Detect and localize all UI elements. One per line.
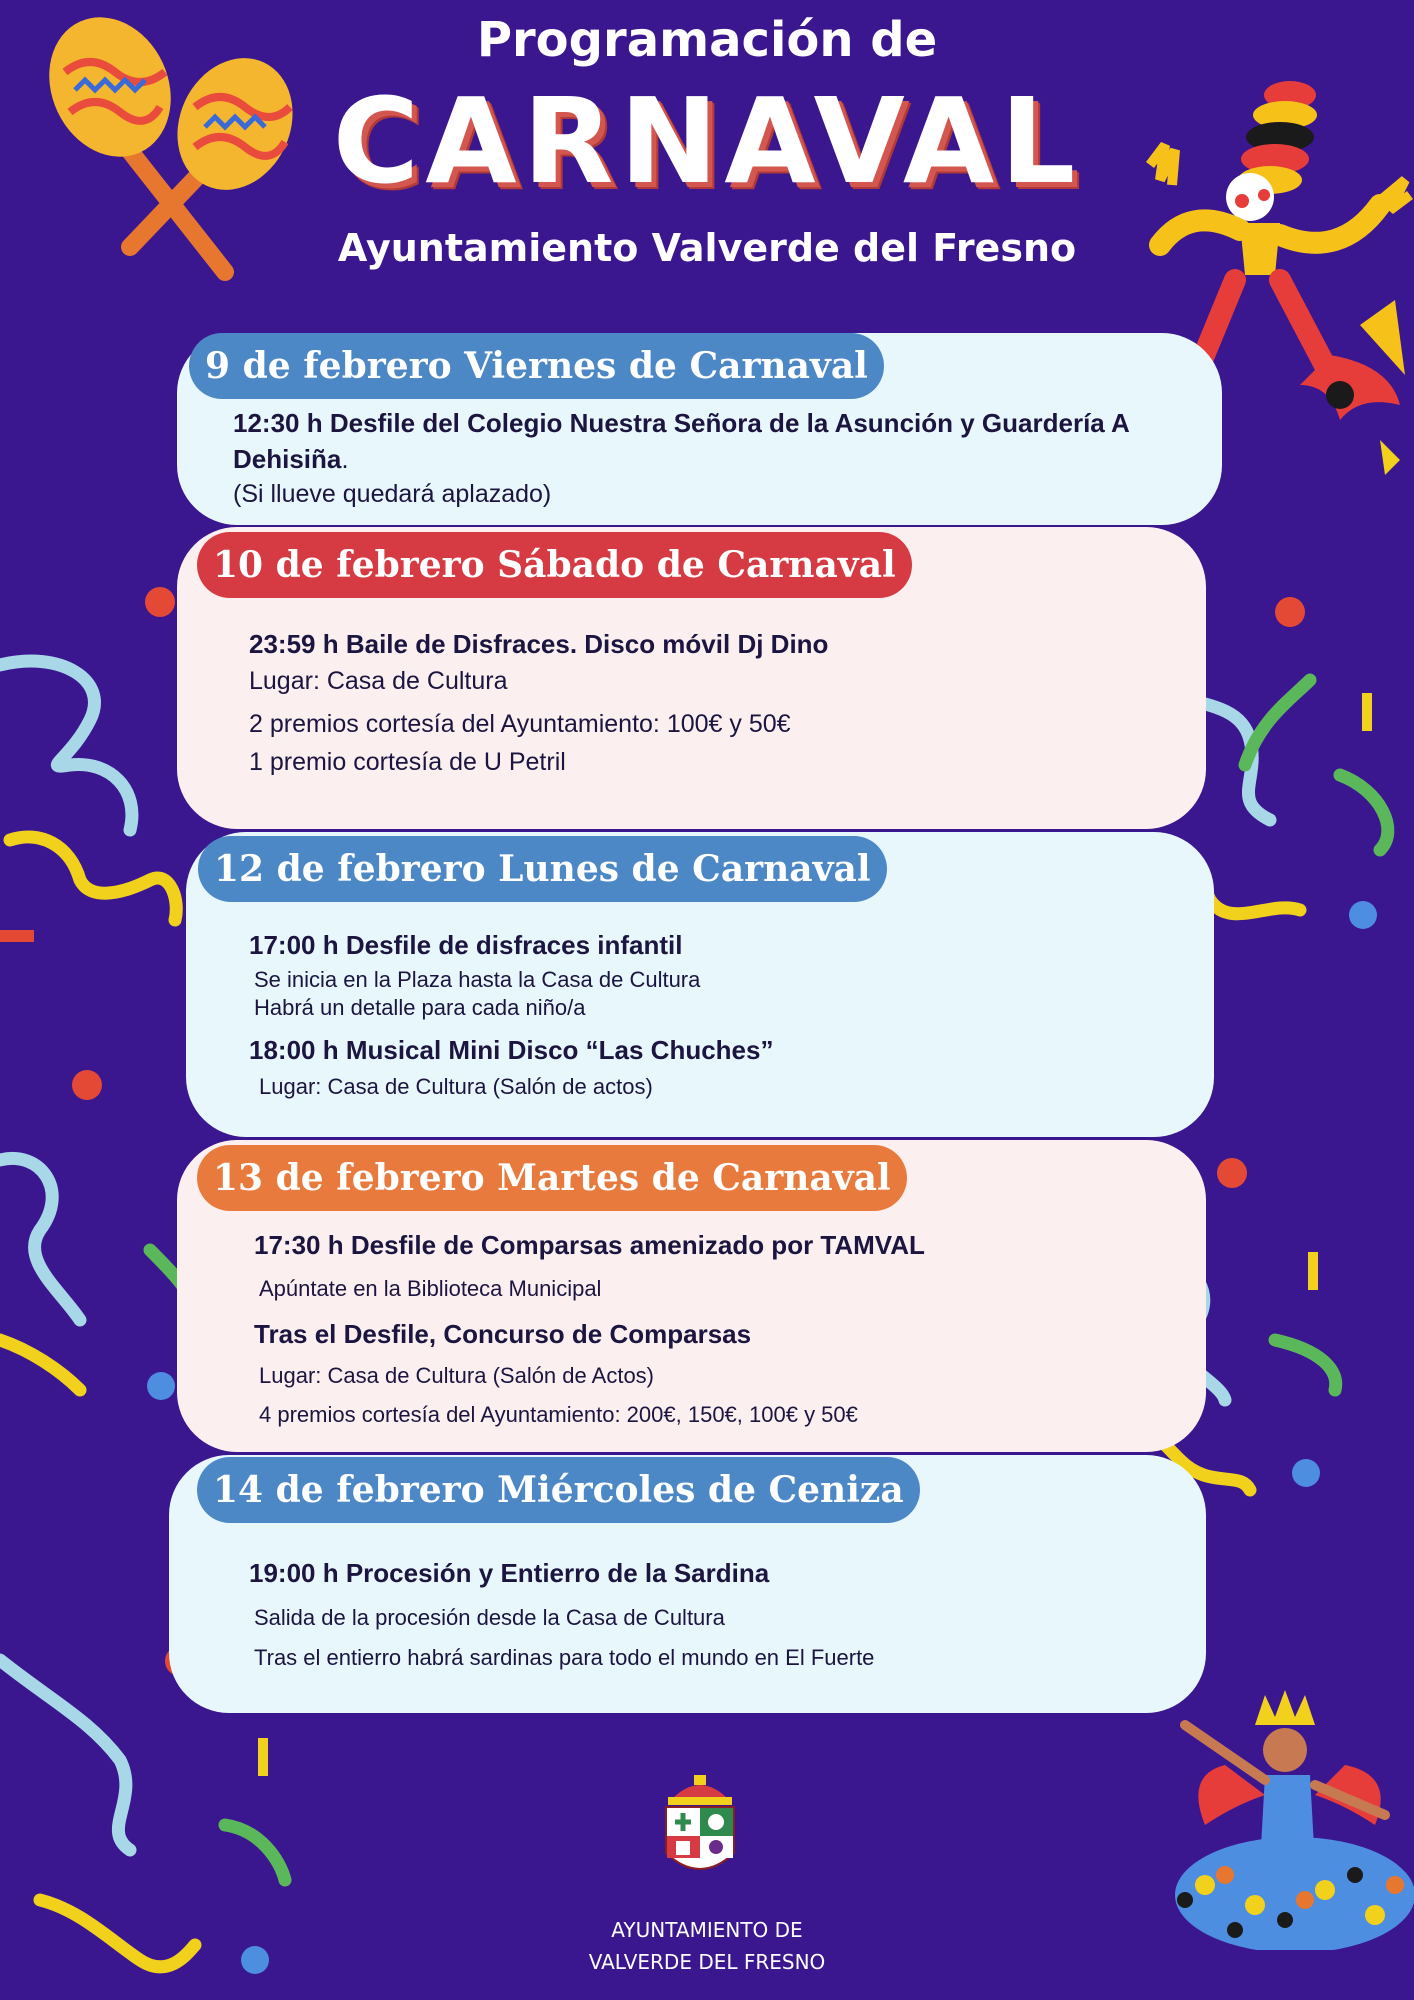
event-line: Habrá un detalle para cada niño/a [254,995,586,1020]
confetti-icon [1308,1252,1318,1290]
event-line: Lugar: Casa de Cultura (Salón de Actos) [259,1363,655,1388]
header-pre-title: Programación de [476,12,938,68]
event-line: 17:00 h Desfile de disfraces infantil [249,930,683,960]
confetti-icon [1292,1459,1320,1487]
streamer-icon [1245,680,1310,765]
streamer-icon [0,661,132,830]
event-card-feb-14 [169,1455,1206,1713]
confetti-icon [1362,693,1372,731]
event-line: Tras el entierro habrá sardinas para todo el mundo en El Fuerte [254,1645,875,1670]
streamer-icon [0,1158,80,1320]
event-line: Lugar: Casa de Cultura [249,667,508,695]
event-line: Apúntate en la Biblioteca Municipal [259,1276,602,1301]
streamer-icon [0,1340,80,1390]
coat-of-arms-icon [658,1773,742,1885]
event-line: Tras el Desfile, Concurso de Comparsas [254,1319,752,1349]
confetti-icon [145,587,175,617]
event-line: 19:00 h Procesión y Entierro de la Sardina [249,1558,770,1588]
event-line: Salida de la procesión desde la Casa de Cultura [254,1605,725,1630]
confetti-icon [1217,1158,1247,1188]
event-heading: 13 de febrero Martes de Carnaval [197,1145,907,1211]
footer-line-2: VALVERDE DEL FRESNO [588,1950,826,1974]
event-heading: 9 de febrero Viernes de Carnaval [189,333,884,399]
confetti-icon [1349,901,1377,929]
event-line: 12:30 h Desfile del Colegio Nuestra Señora de la Asunción y Guardería A [233,408,1130,438]
footer-line-1: AYUNTAMIENTO DE [611,1918,803,1942]
confetti-icon [1275,597,1305,627]
event-card-feb-12 [186,832,1214,1137]
event-line: (Si llueve quedará aplazado) [233,480,552,508]
confetti-icon [0,930,34,942]
event-line: Dehisiña. [233,444,349,474]
streamer-icon [225,1825,285,1880]
samba-dancer-icon [1165,1685,1414,1950]
event-line: 1 premio cortesía de U Petril [249,748,566,776]
confetti-icon [258,1738,268,1776]
confetti-icon [147,1372,175,1400]
event-heading: 12 de febrero Lunes de Carnaval [198,836,887,902]
confetti-icon [72,1070,102,1100]
event-heading: 14 de febrero Miércoles de Ceniza [197,1457,920,1523]
streamer-icon [10,837,176,920]
event-line: 17:30 h Desfile de Comparsas amenizado por TAMVAL [254,1230,925,1260]
event-heading: 10 de febrero Sábado de Carnaval [197,532,912,598]
event-line: 4 premios cortesía del Ayuntamiento: 200€, 150€, 100€ y 50€ [259,1402,858,1427]
page-subtitle: Ayuntamiento Valverde del Fresno [337,226,1077,270]
event-card-feb-10 [177,527,1206,829]
streamer-icon [1340,775,1388,850]
streamer-icon [1275,1340,1336,1390]
page-title: CARNAVAL [332,72,1082,210]
event-card-feb-9 [177,333,1222,525]
event-line: Se inicia en la Plaza hasta la Casa de Cultura [254,967,701,992]
event-line: Lugar: Casa de Cultura (Salón de actos) [259,1074,653,1099]
event-line: 2 premios cortesía del Ayuntamiento: 100€ y 50€ [249,710,791,738]
event-card-feb-13 [177,1140,1206,1452]
streamer-icon [0,1660,130,1850]
event-line: 23:59 h Baile de Disfraces. Disco móvil Dj Dino [249,629,829,659]
event-line: 18:00 h Musical Mini Disco “Las Chuches” [249,1035,774,1065]
